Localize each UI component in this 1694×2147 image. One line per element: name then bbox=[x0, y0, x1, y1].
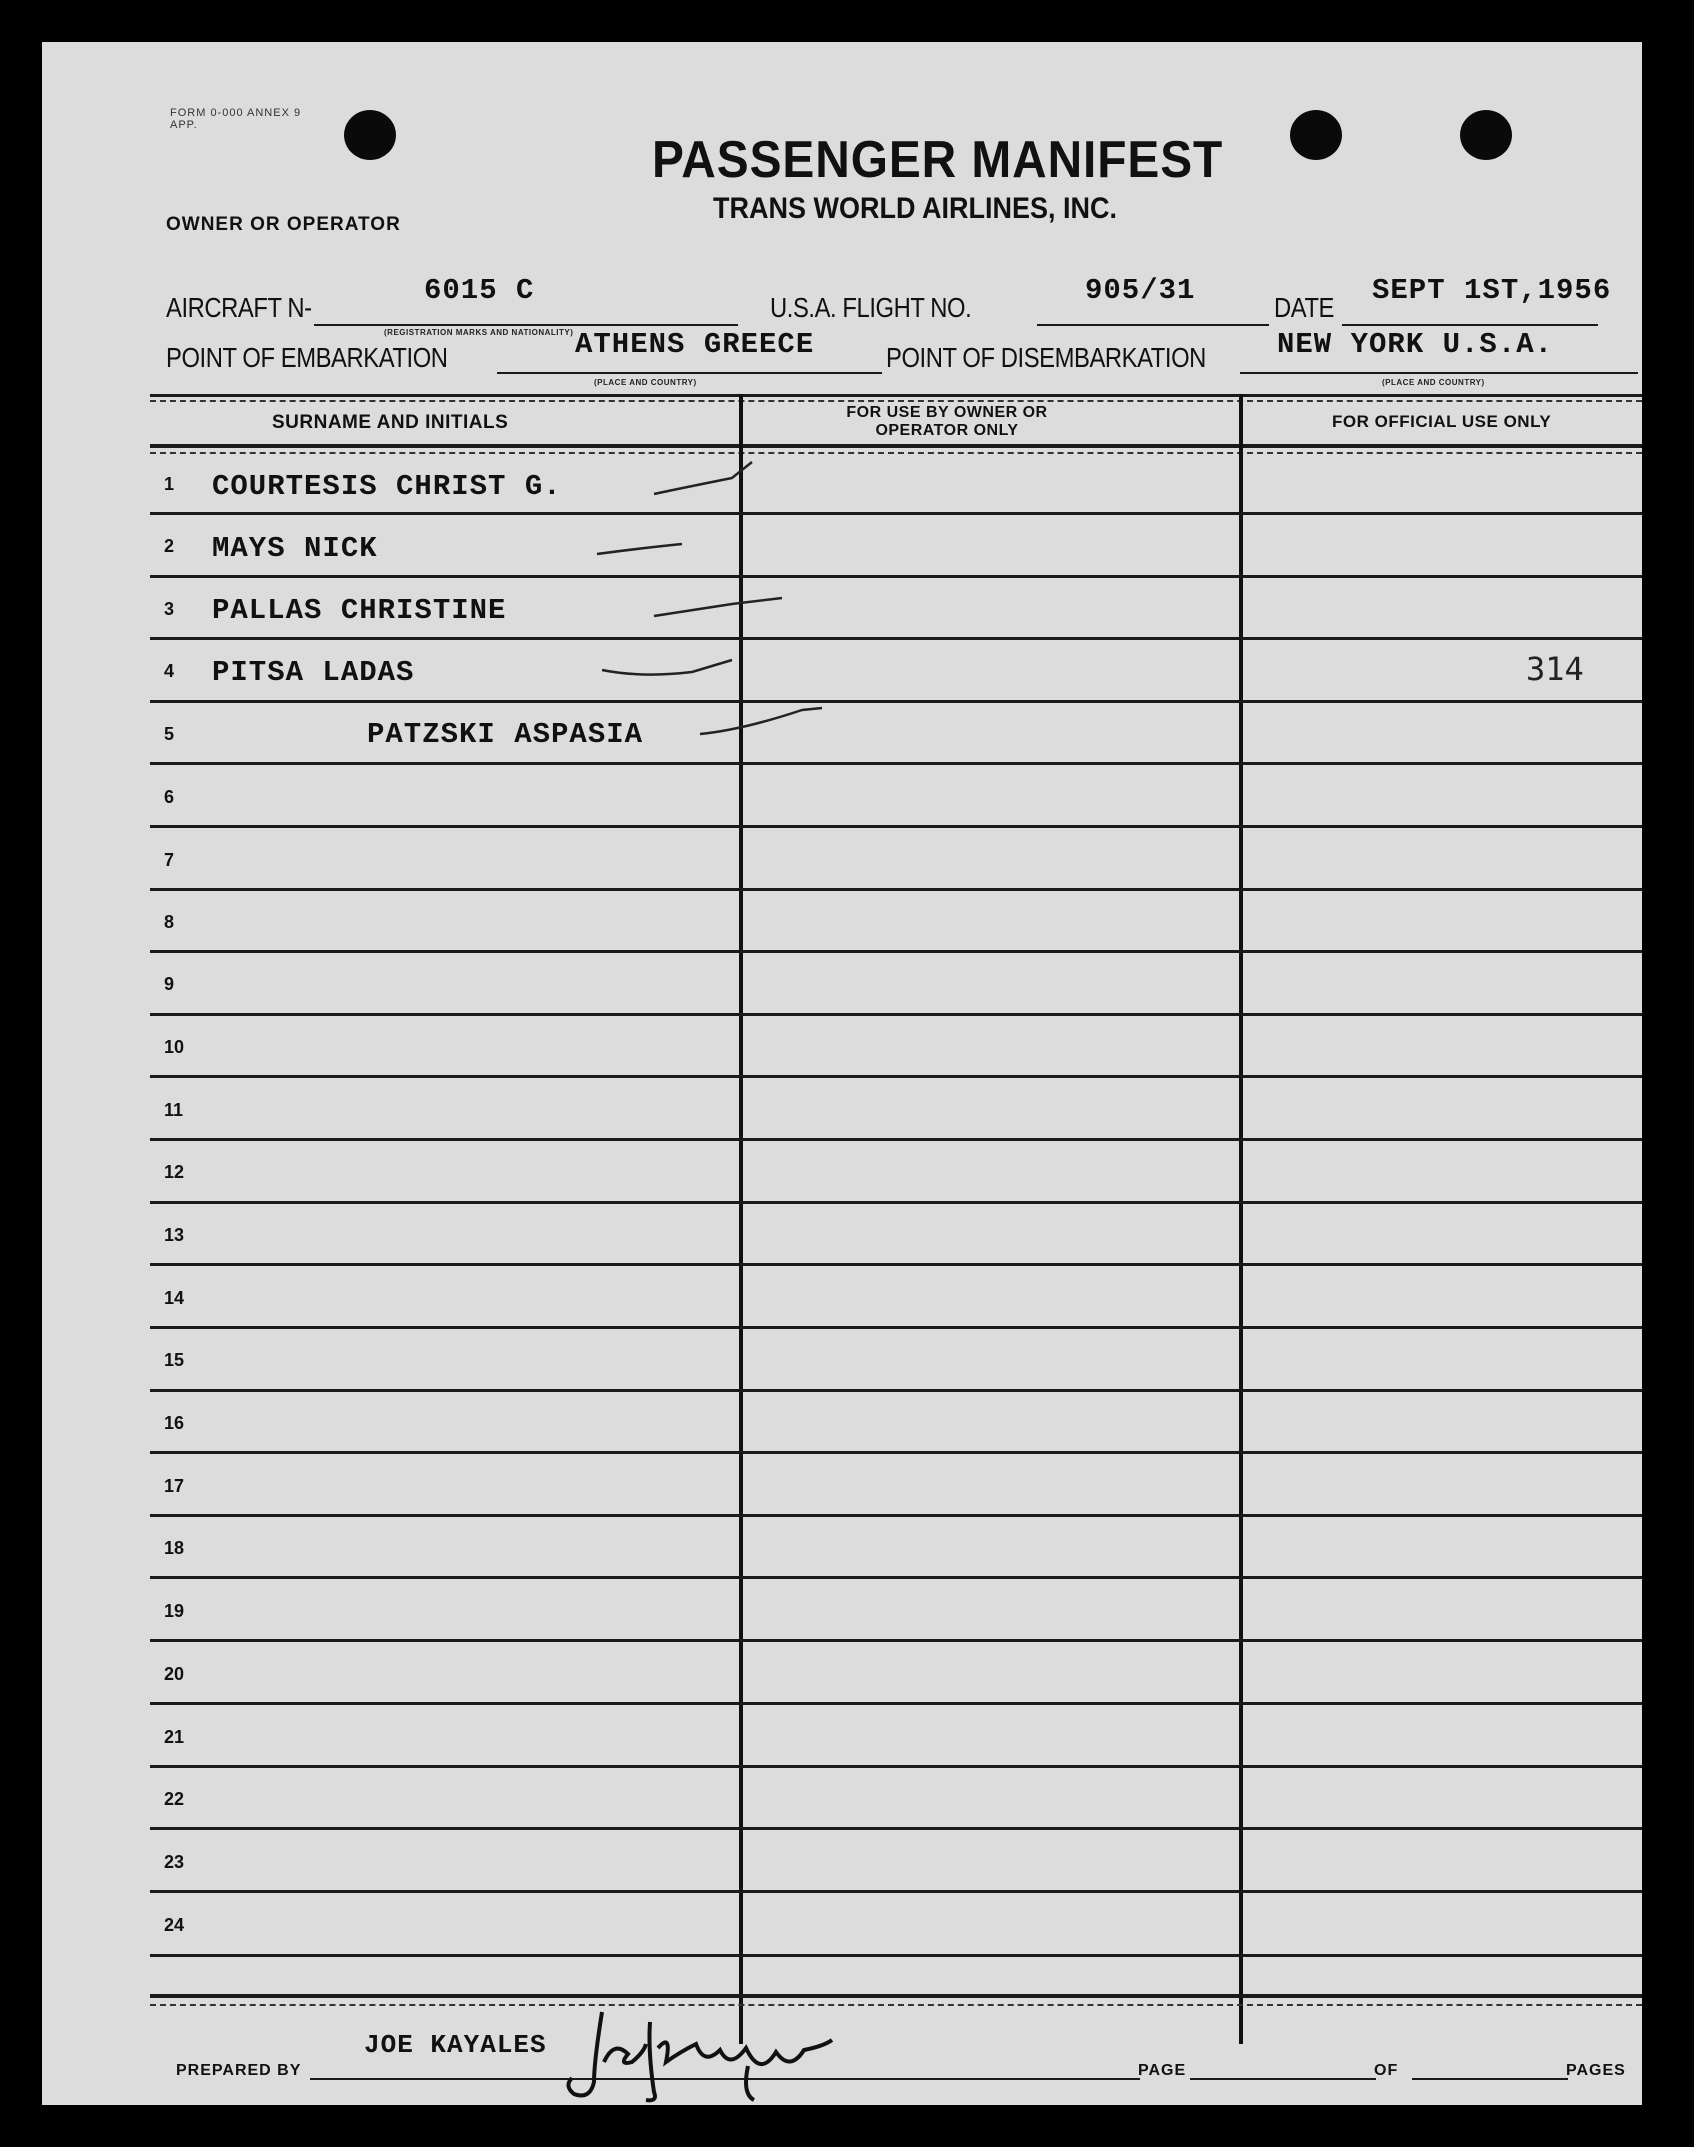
row-number: 9 bbox=[164, 974, 175, 994]
row-number: 18 bbox=[164, 1538, 185, 1558]
row-number: 10 bbox=[164, 1037, 185, 1057]
row-number: 5 bbox=[164, 724, 175, 744]
disembarkation-note: (PLACE AND COUNTRY) bbox=[1382, 378, 1485, 387]
column-header-official: FOR OFFICIAL USE ONLY bbox=[1332, 412, 1552, 431]
aircraft-label: AIRCRAFT N- bbox=[166, 292, 312, 323]
official-use-entry: 314 bbox=[1526, 650, 1584, 688]
passenger-name: PATZSKI ASPASIA bbox=[367, 718, 644, 751]
aircraft-note: (REGISTRATION MARKS AND NATIONALITY) bbox=[384, 328, 574, 337]
embarkation-value: ATHENS GREECE bbox=[575, 328, 815, 361]
row-number: 24 bbox=[164, 1915, 185, 1935]
form-number: FORM 0-000 ANNEX 9 APP. bbox=[170, 107, 302, 131]
row-number: 11 bbox=[164, 1100, 184, 1120]
column-header-names: SURNAME AND INITIALS bbox=[272, 412, 509, 433]
row-number: 19 bbox=[164, 1601, 185, 1621]
aircraft-value: 6015 C bbox=[424, 274, 535, 307]
row-number: 1 bbox=[164, 474, 175, 494]
row-number: 17 bbox=[164, 1476, 185, 1496]
date-value: SEPT 1ST,1956 bbox=[1372, 274, 1612, 307]
row-number: 14 bbox=[164, 1288, 185, 1308]
page-title: PASSENGER MANIFEST bbox=[652, 131, 1224, 189]
row-number: 15 bbox=[164, 1350, 185, 1370]
of-underline bbox=[1412, 2078, 1568, 2080]
disembarkation-label: POINT OF DISEMBARKATION bbox=[886, 342, 1206, 373]
airline-name: TRANS WORLD AIRLINES, INC. bbox=[713, 192, 1117, 225]
pen-checkmarks bbox=[42, 42, 1642, 2105]
row-number: 22 bbox=[164, 1789, 185, 1809]
passenger-name: MAYS NICK bbox=[212, 532, 378, 565]
row-number: 7 bbox=[164, 850, 175, 870]
prepared-by-label: PREPARED BY bbox=[176, 2062, 302, 2079]
passenger-name: PITSA LADAS bbox=[212, 656, 415, 689]
signature bbox=[554, 1982, 864, 2112]
row-number: 6 bbox=[164, 787, 175, 807]
row-number: 3 bbox=[164, 599, 175, 619]
row-number: 20 bbox=[164, 1664, 185, 1684]
row-number: 16 bbox=[164, 1413, 185, 1433]
manifest-sheet bbox=[42, 42, 1642, 2105]
page-label: PAGE bbox=[1138, 2062, 1187, 2079]
disembarkation-value: NEW YORK U.S.A. bbox=[1277, 328, 1554, 361]
prepared-by-value: JOE KAYALES bbox=[364, 2030, 547, 2060]
page-underline bbox=[1190, 2078, 1376, 2080]
row-number: 4 bbox=[164, 661, 175, 681]
pages-label: PAGES bbox=[1566, 2062, 1626, 2079]
of-label: OF bbox=[1374, 2062, 1399, 2079]
embarkation-label: POINT OF EMBARKATION bbox=[166, 342, 448, 373]
row-number: 2 bbox=[164, 536, 175, 556]
column-header-owner: FOR USE BY OWNER OR OPERATOR ONLY bbox=[846, 404, 1048, 439]
owner-label: OWNER OR OPERATOR bbox=[166, 214, 401, 235]
row-number: 21 bbox=[164, 1727, 185, 1747]
embarkation-note: (PLACE AND COUNTRY) bbox=[594, 378, 697, 387]
row-number: 23 bbox=[164, 1852, 185, 1872]
flight-label: U.S.A. FLIGHT NO. bbox=[770, 292, 972, 323]
passenger-name: PALLAS CHRISTINE bbox=[212, 594, 507, 627]
row-number: 13 bbox=[164, 1225, 185, 1245]
flight-value: 905/31 bbox=[1085, 274, 1196, 307]
date-label: DATE bbox=[1274, 292, 1335, 323]
row-number: 12 bbox=[164, 1162, 185, 1182]
row-number: 8 bbox=[164, 912, 175, 932]
passenger-name: COURTESIS CHRIST G. bbox=[212, 470, 562, 503]
